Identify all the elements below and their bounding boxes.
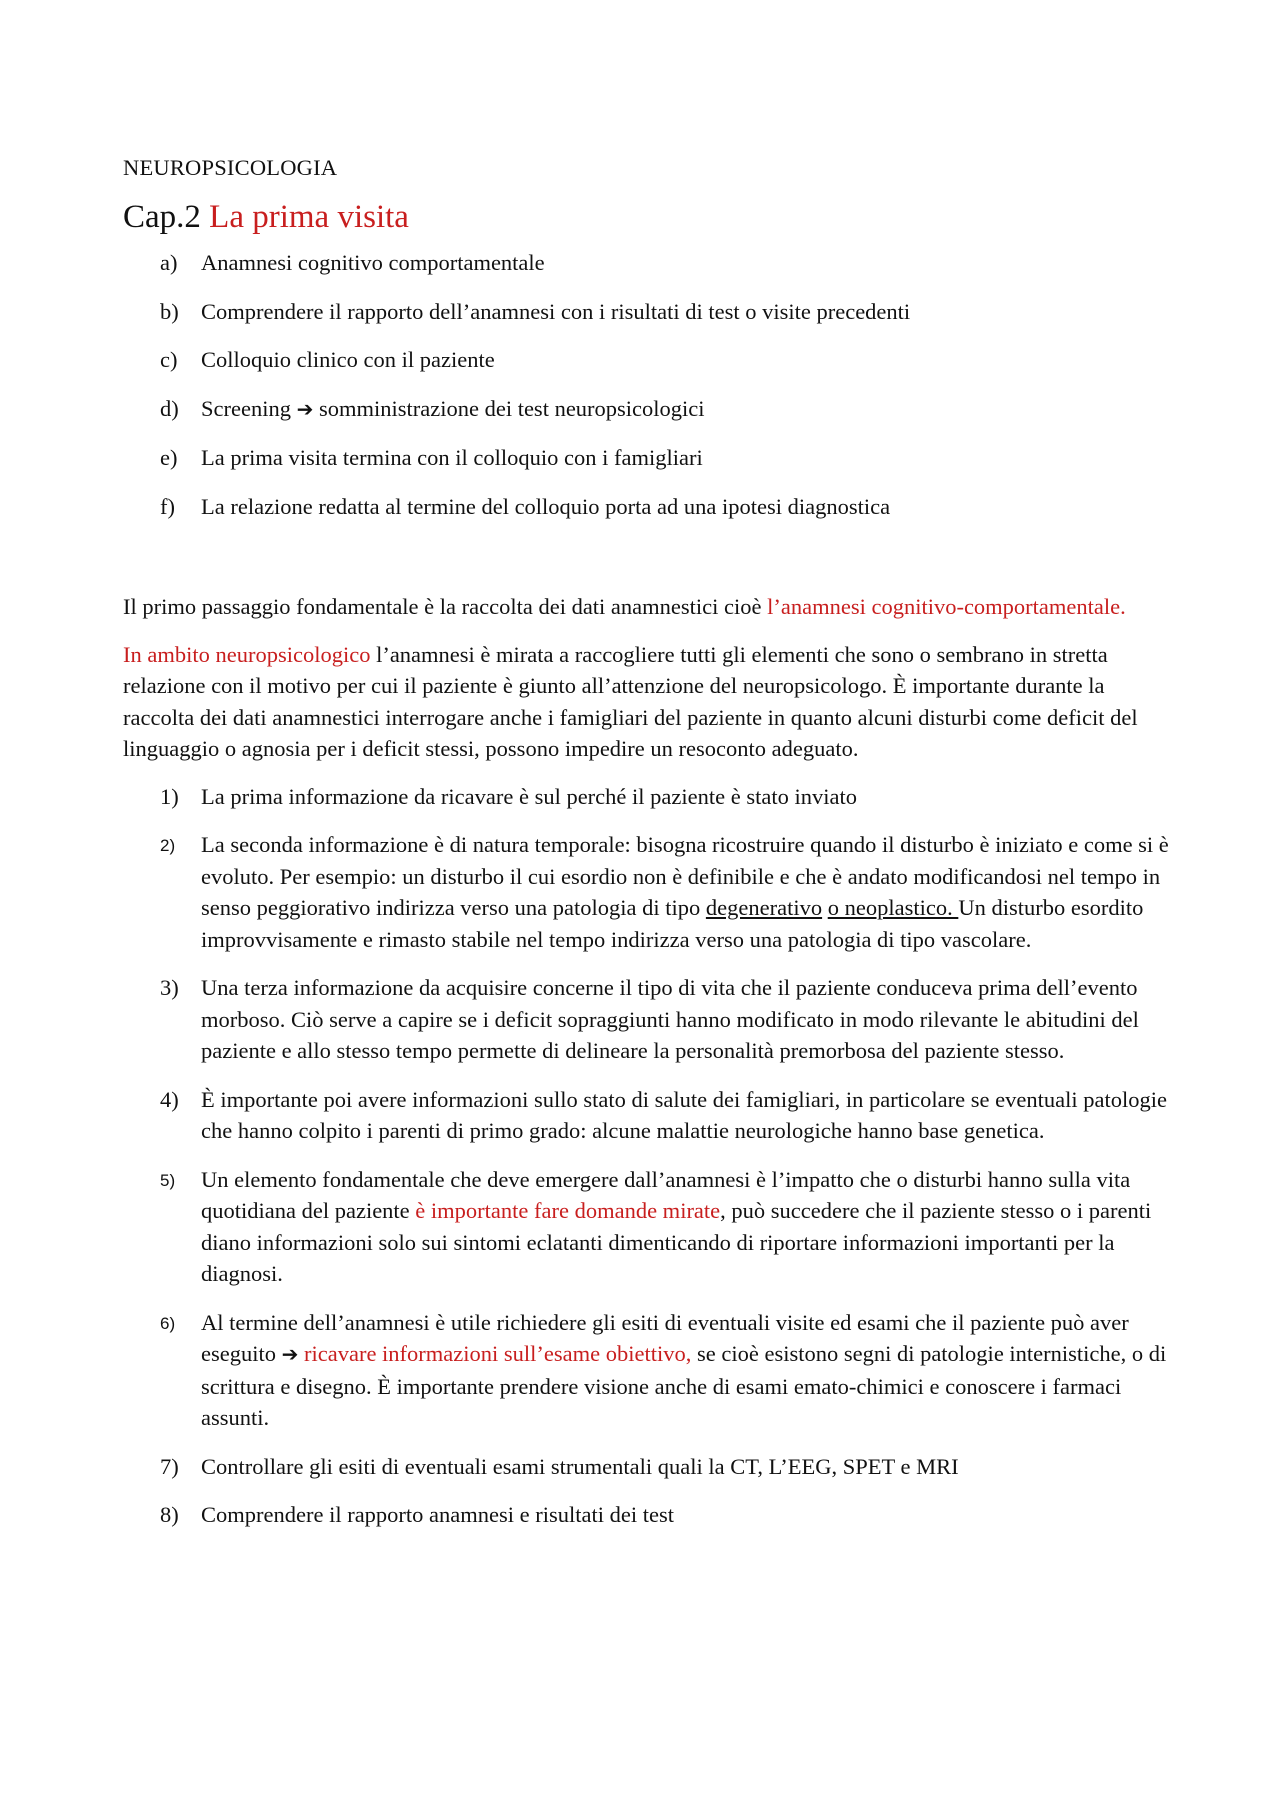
list-item-text: se cioè esistono segni di patologie internistiche, o di scrittura e disegno. È importante prendere visione anche di esami emato-chimici e conoscere i farmaci assunti.	[201, 1341, 1167, 1430]
list-marker: 5)	[160, 1170, 176, 1190]
chapter-heading: La prima visita	[209, 199, 409, 235]
chapter-title	[123, 197, 1173, 237]
paragraph-text: l’anamnesi è mirata a raccogliere tutti gli elementi che sono o sembrano in stretta relazione con il motivo per cui il paziente è giunto all’attenzione del neuropsicologo. È importante durante la raccolta dei dati anamnestici interrogare anche i famigliari del paziente in quanto alcuni disturbi come deficit del linguaggio o agnosia per i deficit stessi, possono impedire un resoconto adeguato.	[123, 641, 1138, 761]
list-item-text: La prima informazione da ricavare è sul perché il paziente è stato inviato	[201, 783, 857, 809]
list-marker: 4)	[160, 1086, 179, 1112]
list-item	[123, 829, 1173, 955]
list-item	[123, 296, 1173, 328]
list-item	[123, 344, 1173, 376]
list-marker: 3)	[160, 975, 179, 1000]
anamnesis-steps-list	[123, 781, 1173, 1531]
list-item-text: La relazione redatta al termine del colloquio porta ad una ipotesi diagnostica	[201, 493, 891, 519]
list-marker: e)	[160, 445, 178, 470]
list-item-text: La prima visita termina con il colloquio con i famigliari	[201, 445, 703, 470]
paragraph-ambito	[123, 639, 1173, 765]
list-item-text: Un disturbo esordito improvvisamente e rimasto stabile nel tempo indirizza verso una patologia di tipo vascolare.	[201, 895, 1144, 952]
list-item-text: Comprendere il rapporto dell’anamnesi con i risultati di test o visite precedenti	[201, 298, 911, 324]
overview-list	[123, 247, 1173, 522]
list-marker: b)	[160, 298, 179, 324]
list-marker: 6)	[160, 1313, 176, 1333]
list-item	[123, 1164, 1173, 1290]
list-item-text: , può succedere che il paziente stesso o i parenti diano informazioni solo sui sintomi eclatanti dimenticando di riportare informazioni importanti per la diagnosi.	[201, 1198, 1152, 1286]
list-item-text: Un elemento fondamentale che deve emergere dall’anamnesi è l’impatto che o disturbi hanno sulla vita quotidiana del paziente	[201, 1166, 1131, 1223]
list-item	[123, 972, 1173, 1067]
list-item-text: Anamnesi cognitivo comportamentale	[201, 250, 545, 275]
list-item-text: somministrazione dei test neuropsicologici	[318, 395, 705, 421]
list-item-highlight: è importante fare domande mirate	[415, 1198, 721, 1223]
list-item	[123, 442, 1173, 474]
list-item	[123, 1499, 1173, 1531]
document-header: NEUROPSICOLOGIA	[123, 155, 338, 180]
list-item	[123, 247, 1173, 279]
list-item-text: Al termine dell’anamnesi è utile richiedere gli esiti di eventuali visite ed esami che il paziente può aver eseguito	[201, 1309, 1129, 1366]
paragraph-text: Il primo passaggio fondamentale è la raccolta dei dati anamnestici cioè	[123, 594, 768, 619]
list-item-text: La seconda informazione è di natura temporale: bisogna ricostruire quando il disturbo è iniziato e come si è evoluto. Per esempio: un disturbo il cui esordio non è definibile e che è andato modificandosi nel tempo in senso peggiorativo indirizza verso una patologia di tipo	[201, 832, 1169, 920]
list-item	[123, 393, 1173, 426]
list-item-text: Una terza informazione da acquisire concerne il tipo di vita che il paziente conduceva prima dell’evento morboso. Ciò serve a capire se i deficit sopraggiunti hanno modificato in modo rilevante le abitudini del paziente e allo stesso tempo permette di delineare la personalità premorbosa del paziente stesso.	[201, 975, 1139, 1063]
list-marker: 2)	[160, 836, 176, 855]
list-item-text: Colloquio clinico con il paziente	[201, 347, 495, 372]
list-marker: a)	[160, 250, 178, 275]
list-marker: 7)	[160, 1453, 179, 1479]
underlined-text: o neoplastico.	[827, 895, 959, 920]
list-marker: f)	[160, 493, 175, 519]
paragraph-highlight: l’anamnesi cognitivo-comportamentale.	[767, 594, 1126, 619]
list-item-highlight: ricavare informazioni sull’esame obiettivo,	[298, 1341, 692, 1366]
list-marker: d)	[160, 395, 179, 421]
paragraph-highlight: In ambito neuropsicologico	[123, 641, 371, 667]
list-item	[123, 491, 1173, 523]
arrow-right-icon: ➔	[296, 396, 314, 421]
arrow-right-icon: ➔	[281, 1342, 299, 1366]
list-marker: 1)	[160, 783, 179, 809]
list-item-text: Screening	[201, 395, 291, 421]
underlined-text: degenerativo	[705, 895, 823, 920]
list-item	[123, 781, 1173, 813]
list-item-text: Controllare gli esiti di eventuali esami strumentali quali la CT, L’EEG, SPET e MRI	[201, 1453, 959, 1479]
list-item-text: Comprendere il rapporto anamnesi e risultati dei test	[201, 1502, 674, 1527]
list-marker: c)	[160, 347, 178, 372]
chapter-number: Cap.2	[123, 199, 201, 235]
paragraph-intro	[123, 591, 1173, 623]
list-item	[123, 1307, 1173, 1434]
list-marker: 8)	[160, 1502, 179, 1527]
list-item	[123, 1451, 1173, 1483]
list-item	[123, 1084, 1173, 1147]
list-item-text: È importante poi avere informazioni sullo stato di salute dei famigliari, in particolare se eventuali patologie che hanno colpito i parenti di primo grado: alcune malattie neurologiche hanno base genetica.	[201, 1086, 1167, 1143]
document-body	[123, 152, 1173, 1548]
